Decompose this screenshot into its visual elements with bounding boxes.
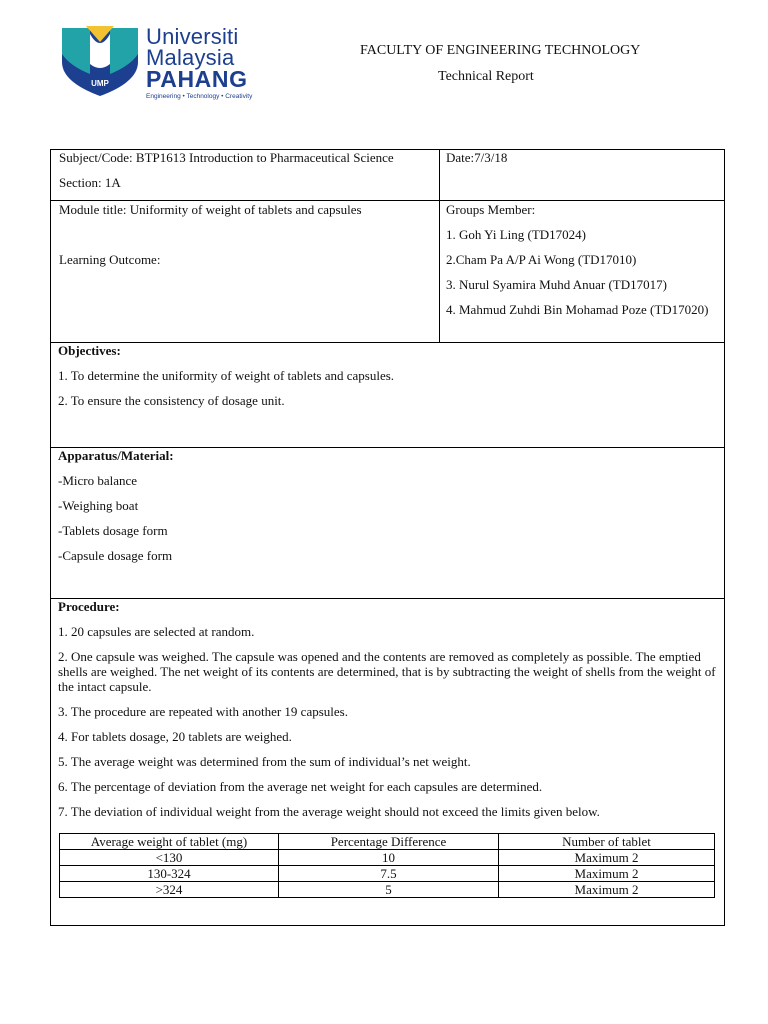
member-item: 2.Cham Pa A/P Ai Wong (TD17010) [446,252,637,267]
module-title: Module title: Uniformity of weight of tablets and capsules [59,202,362,217]
table-cell: 7.5 [279,866,499,882]
faculty-title: FACULTY OF ENGINEERING TECHNOLOGY [360,43,641,58]
module-cell [51,201,440,342]
module-row [51,200,724,342]
table-cell: Maximum 2 [499,882,715,898]
objective-item: 2. To ensure the consistency of dosage unit. [58,393,285,408]
table-row [60,850,715,866]
table-cell: <130 [60,850,279,866]
section: Section: 1A [59,175,121,190]
apparatus-item: -Micro balance [58,473,138,488]
objective-item: 1. To determine the uniformity of weight of tablets and capsules. [58,368,395,383]
group-members-cell [440,201,724,342]
subject-cell [51,150,440,200]
procedure-step: 5. The average weight was determined from the sum of individual’s net weight. [58,754,471,769]
shield-badge-text: UMP [91,79,109,88]
apparatus-section [51,447,724,598]
learning-outcome: Learning Outcome: [59,252,161,267]
member-item: 4. Mahmud Zuhdi Bin Mohamad Poze (TD17020) [446,302,709,317]
table-header: Percentage Difference [279,834,499,850]
objectives-heading: Objectives: [58,343,121,358]
procedure-section [51,598,724,925]
procedure-step: 3. The procedure are repeated with another 19 capsules. [58,704,348,719]
date-cell [440,150,724,200]
weight-limits-table [59,833,715,898]
table-cell: 10 [279,850,499,866]
table-row [60,866,715,882]
procedure-step: 4. For tablets dosage, 20 tablets are weighed. [58,729,292,744]
table-cell: 130-324 [60,866,279,882]
university-logo [60,24,290,100]
apparatus-item: -Weighing boat [58,498,139,513]
subject-code: Subject/Code: BTP1613 Introduction to Pharmaceutical Science [59,150,394,165]
table-cell: >324 [60,882,279,898]
apparatus-item: -Tablets dosage form [58,523,168,538]
logo-tagline: Engineering • Technology • Creativity [146,93,253,100]
table-cell: Maximum 2 [499,850,715,866]
apparatus-item: -Capsule dosage form [58,548,173,563]
objectives-section [51,342,724,447]
member-item: 3. Nurul Syamira Muhd Anuar (TD17017) [446,277,667,292]
table-header-row [60,834,715,850]
table-header: Average weight of tablet (mg) [60,834,279,850]
table-cell: Maximum 2 [499,866,715,882]
logo-wordmark [146,26,252,101]
logo-line-3: PAHANG [146,66,248,92]
procedure-step: 2. One capsule was weighed. The capsule was opened and the contents are removed as completely as possible. The emptied shells are weighed. The net weight of its contents are determined, that is by subtracting the weight of shells from the weight of the intact capsule. [58,649,716,694]
table-row [60,882,715,898]
logo-line-2: Malaysia [146,45,235,70]
report-form [50,149,725,926]
apparatus-heading: Apparatus/Material: [58,448,174,463]
table-header: Number of tablet [499,834,715,850]
procedure-step: 7. The deviation of individual weight from the average weight should not exceed the limits given below. [58,804,600,819]
shield-icon [60,24,140,98]
groups-label: Groups Member: [446,202,536,217]
procedure-step: 1. 20 capsules are selected at random. [58,624,255,639]
subject-row [51,150,724,200]
procedure-step: 6. The percentage of deviation from the average net weight for each capsules are determined. [58,779,543,794]
logo-line-1: Universiti [146,24,239,49]
date: Date:7/3/18 [446,150,508,165]
report-type: Technical Report [438,69,534,84]
procedure-heading: Procedure: [58,599,120,614]
member-item: 1. Goh Yi Ling (TD17024) [446,227,586,242]
table-cell: 5 [279,882,499,898]
